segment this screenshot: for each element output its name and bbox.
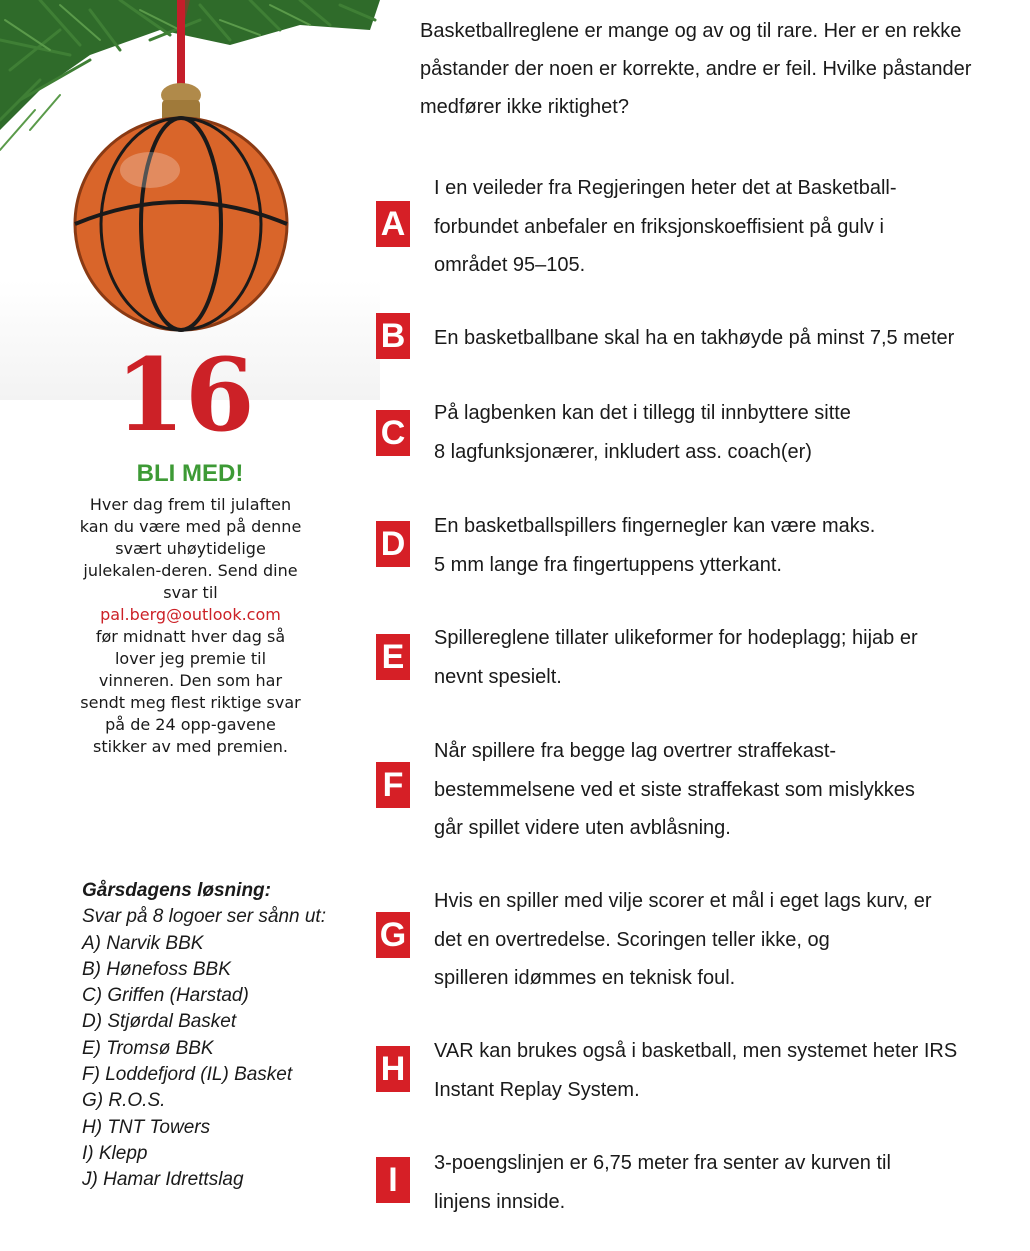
- intro-line: medfører ikke riktighet?: [420, 96, 629, 118]
- claim-text-h: [434, 1032, 1004, 1109]
- solution-item: E) Tromsø BBK: [82, 1037, 214, 1059]
- basketball-ornament-icon: [75, 0, 287, 330]
- claim-line: går spillet videre uten avblåsning.: [434, 817, 731, 839]
- day-number: 16: [115, 336, 255, 454]
- solution-item: I) Klepp: [82, 1142, 148, 1164]
- claim-line: Instant Replay System.: [434, 1078, 640, 1101]
- claim-badge-e: E: [376, 634, 410, 680]
- claim-line: bestemmelsene ved et siste straffekast som mislykkes: [434, 778, 915, 801]
- claim-line: 3-poengslinjen er 6,75 meter fra senter av kurven til: [434, 1152, 891, 1174]
- intro-line: Basketballreglene er mange og av og til rare. Her er en rekke: [420, 20, 962, 42]
- join-title: BLI MED!: [136, 460, 244, 487]
- claim-line: 5 mm lange fra fingertuppens ytterkant.: [434, 553, 782, 576]
- claim-text-d: [434, 507, 1004, 584]
- claim-badge-a: A: [376, 201, 410, 247]
- intro-paragraph: [420, 12, 1020, 126]
- claim-badge-f: F: [376, 762, 410, 808]
- join-text-outro: før midnatt hver dag så lover jeg premie til vinneren. Den som har sendt meg flest riktige svar på de 24 opp-gavene stikker av med premien.: [80, 627, 301, 756]
- claim-line: En basketballspillers fingernegler kan være maks.: [434, 515, 876, 537]
- yesterday-solution: [82, 878, 372, 1194]
- solution-item: A) Narvik BBK: [82, 932, 204, 954]
- claim-line: linjens innside.: [434, 1190, 566, 1213]
- claim-line: nevnt spesielt.: [434, 665, 562, 688]
- solution-item: G) R.O.S.: [82, 1090, 166, 1112]
- intro-line: påstander der noen er korrekte, andre er feil. Hvilke påstander: [420, 58, 972, 80]
- solution-item: J) Hamar Idrettslag: [82, 1169, 244, 1191]
- solution-item: H) TNT Towers: [82, 1116, 211, 1138]
- solution-item: C) Griffen (Harstad): [82, 985, 249, 1007]
- claim-text-b: [434, 319, 1004, 358]
- claim-badge-i: I: [376, 1157, 410, 1203]
- claim-line: På lagbenken kan det i tillegg til innbyttere sitte: [434, 402, 851, 424]
- claim-line: I en veileder fra Regjeringen heter det at Basketball-: [434, 177, 897, 199]
- claim-line: spilleren idømmes en teknisk foul.: [434, 967, 736, 989]
- claim-text-g: [434, 882, 1004, 998]
- join-text: [78, 494, 303, 758]
- claim-line: En basketballbane skal ha en takhøyde på minst 7,5 meter: [434, 327, 955, 349]
- solution-heading: Gårsdagens løsning:: [82, 880, 271, 901]
- join-text-intro: Hver dag frem til julaften kan du være med på denne svært uhøytidelige julekalen-deren. Send dine svar til: [79, 495, 302, 602]
- solution-item: B) Hønefoss BBK: [82, 958, 231, 980]
- claim-line: 8 lagfunksjonærer, inkludert ass. coach(er): [434, 440, 812, 463]
- claim-text-e: [434, 619, 1004, 696]
- solution-item: D) Stjørdal Basket: [82, 1011, 237, 1033]
- claim-line: Spillereglene tillater ulikeformer for hodeplagg; hijab er: [434, 627, 918, 649]
- solution-subheading: Svar på 8 logoer ser sånn ut:: [82, 906, 326, 928]
- claim-text-i: [434, 1144, 1004, 1221]
- solution-item: F) Loddefjord (IL) Basket: [82, 1064, 293, 1086]
- claim-text-c: [434, 394, 1004, 471]
- claim-line: området 95–105.: [434, 254, 586, 276]
- claim-line: det en overtredelse. Scoringen teller ikke, og: [434, 928, 830, 951]
- claim-badge-c: C: [376, 410, 410, 456]
- claim-line: Hvis en spiller med vilje scorer et mål i eget lags kurv, er: [434, 890, 932, 912]
- claim-line: VAR kan brukes også i basketball, men systemet heter IRS: [434, 1040, 958, 1062]
- claim-badge-b: B: [376, 313, 410, 359]
- claim-line: forbundet anbefaler en friksjonskoeffisient på gulv i: [434, 215, 884, 238]
- email-link[interactable]: pal.berg@outlook.com: [100, 605, 281, 624]
- claim-badge-g: G: [376, 912, 410, 958]
- claim-text-f: [434, 732, 1004, 848]
- claim-text-a: [434, 169, 1004, 285]
- claim-badge-h: H: [376, 1046, 410, 1092]
- claim-badge-d: D: [376, 521, 410, 567]
- claim-line: Når spillere fra begge lag overtrer straffekast-: [434, 740, 837, 762]
